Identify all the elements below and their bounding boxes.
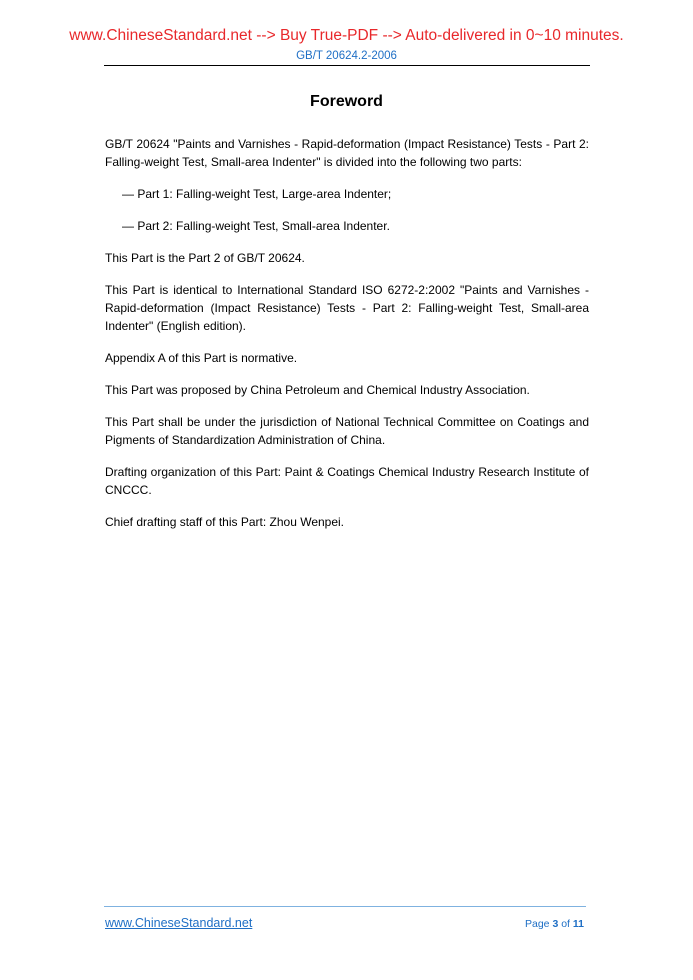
paragraph-appendix: Appendix A of this Part is normative. xyxy=(105,351,298,365)
paragraph-jurisdiction: This Part shall be under the jurisdiction of National Technical Committee on Coatings and Pigments of Standardization Administration of China. xyxy=(105,415,589,447)
page-title: Foreword xyxy=(310,93,383,110)
footer-divider xyxy=(104,906,586,907)
page-current: 3 xyxy=(552,918,559,930)
paragraph-intro: GB/T 20624 "Paints and Varnishes - Rapid-deformation (Impact Resistance) Tests - Part 2: Falling-weight Test, Small-area Indenter" is divided into the following two parts: xyxy=(105,137,589,169)
paragraph-drafting-staff: Chief drafting staff of this Part: Zhou Wenpei. xyxy=(105,515,345,529)
paragraph-part-statement: This Part is the Part 2 of GB/T 20624. xyxy=(105,251,305,265)
paragraph-iso-equivalence: This Part is identical to International Standard ISO 6272-2:2002 "Paints and Varnishes - Rapid-deformation (Impact Resistance) Tests - Part 2: Falling-weight Test, Small-area Indenter" (English edition). xyxy=(105,283,589,333)
footer-website-link[interactable]: www.ChineseStandard.net xyxy=(105,916,253,930)
document-code: GB/T 20624.2-2006 xyxy=(296,50,397,62)
paragraph-proposed-by: This Part was proposed by China Petroleum and Chemical Industry Association. xyxy=(105,383,530,397)
page-prefix: Page xyxy=(525,918,553,930)
promo-banner: www.ChineseStandard.net --> Buy True-PDF --> Auto-delivered in 0~10 minutes. xyxy=(69,27,624,44)
page-total: 11 xyxy=(572,918,584,930)
page-of: of xyxy=(558,918,573,930)
list-item-part-1: — Part 1: Falling-weight Test, Large-area Indenter; xyxy=(122,187,392,201)
header-divider xyxy=(104,65,590,66)
list-item-part-2: — Part 2: Falling-weight Test, Small-area Indenter. xyxy=(122,219,390,233)
foreword-body xyxy=(105,135,589,545)
paragraph-drafting-organization: Drafting organization of this Part: Paint & Coatings Chemical Industry Research Institute of CNCCC. xyxy=(105,465,589,497)
page-number xyxy=(450,918,584,930)
